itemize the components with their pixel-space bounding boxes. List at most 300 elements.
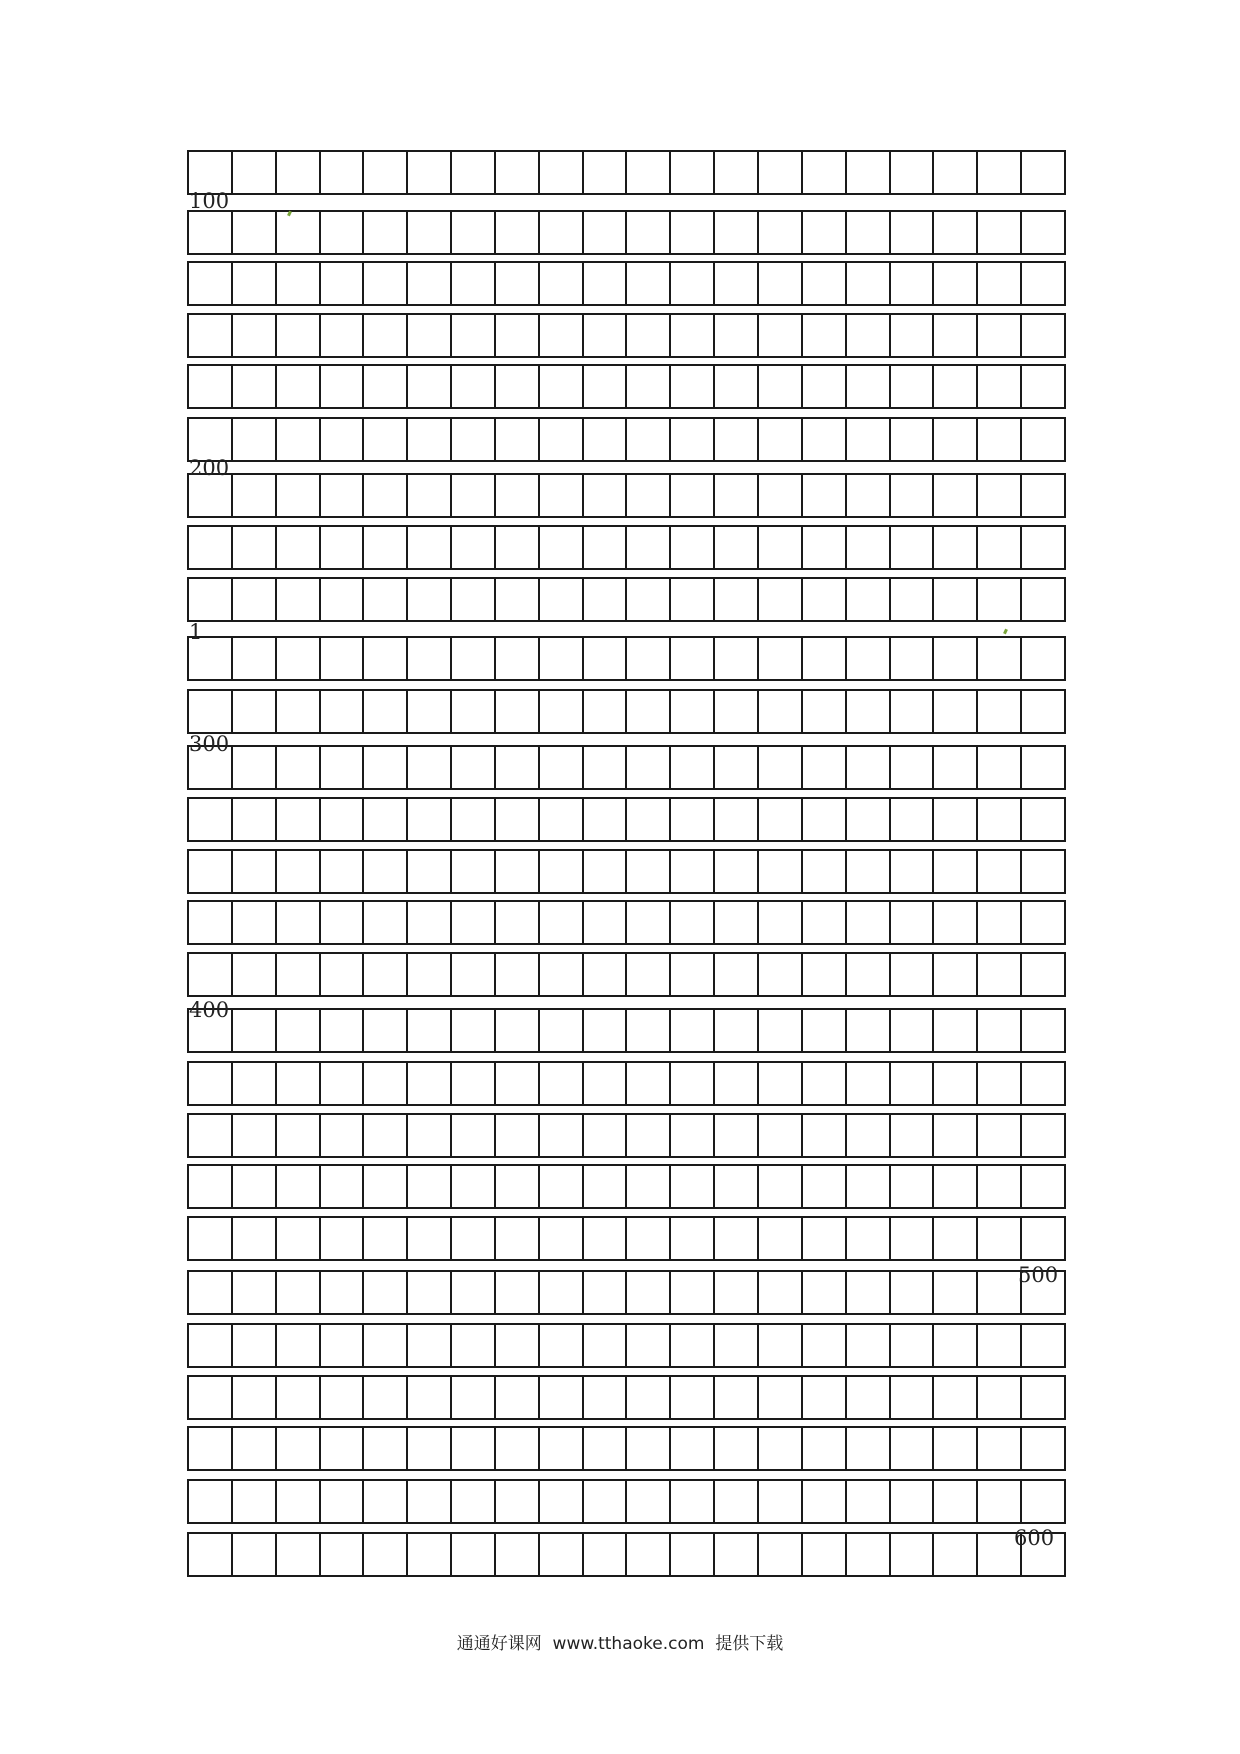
grid-cell (978, 851, 1022, 892)
grid-cell (364, 1325, 408, 1366)
grid-cell (671, 579, 715, 620)
grid-cell (408, 1166, 452, 1207)
grid-cell (321, 315, 365, 356)
grid-cell (627, 1325, 671, 1366)
grid-cell (321, 579, 365, 620)
grid-cell (408, 1063, 452, 1104)
grid-cell (978, 1218, 1022, 1259)
grid-cell (321, 1325, 365, 1366)
grid-cell (496, 799, 540, 840)
grid-cell (759, 1428, 803, 1469)
grid-cell (540, 579, 584, 620)
grid-cell (364, 366, 408, 407)
grid-cell (934, 315, 978, 356)
grid-cell (847, 419, 891, 460)
grid-cell (408, 954, 452, 995)
grid-cell (715, 1272, 759, 1313)
grid-cell (891, 263, 935, 304)
grid-cell (452, 1534, 496, 1575)
grid-cell (364, 1272, 408, 1313)
grid-cell (233, 799, 277, 840)
grid-cell (759, 1325, 803, 1366)
grid-cell (627, 315, 671, 356)
grid-cell (452, 747, 496, 788)
grid-cell (540, 1115, 584, 1156)
grid-cell (715, 263, 759, 304)
grid-cell (408, 638, 452, 679)
grid-row (187, 1532, 1066, 1577)
grid-cell (452, 902, 496, 943)
grid-cell (759, 902, 803, 943)
grid-cell (803, 315, 847, 356)
grid-cell (452, 1218, 496, 1259)
grid-cell (627, 1218, 671, 1259)
grid-cell (277, 527, 321, 568)
grid-cell (364, 419, 408, 460)
grid-cell (627, 1534, 671, 1575)
grid-cell (627, 1010, 671, 1051)
grid-cell (496, 1166, 540, 1207)
grid-cell (233, 263, 277, 304)
grid-row (187, 364, 1066, 409)
grid-cell (671, 1325, 715, 1366)
grid-cell (715, 366, 759, 407)
grid-cell (715, 851, 759, 892)
grid-cell (233, 1063, 277, 1104)
count-mark-300: 300 (189, 732, 230, 756)
grid-cell (277, 419, 321, 460)
grid-row (187, 577, 1066, 622)
grid-cell (496, 212, 540, 253)
grid-cell (891, 747, 935, 788)
grid-cell (715, 954, 759, 995)
grid-cell (759, 1010, 803, 1051)
grid-cell (803, 419, 847, 460)
grid-cell (891, 1166, 935, 1207)
grid-cell (408, 747, 452, 788)
grid-cell (934, 1481, 978, 1522)
grid-cell (891, 1010, 935, 1051)
grid-cell (364, 1010, 408, 1051)
grid-cell (1022, 1481, 1064, 1522)
grid-cell (627, 419, 671, 460)
grid-cell (408, 263, 452, 304)
grid-cell (803, 1377, 847, 1418)
grid-cell (627, 747, 671, 788)
grid-cell (759, 475, 803, 516)
grid-cell (321, 152, 365, 193)
grid-cell (803, 638, 847, 679)
grid-cell (452, 152, 496, 193)
grid-cell (277, 1115, 321, 1156)
grid-cell (540, 1377, 584, 1418)
grid-cell (803, 747, 847, 788)
grid-cell (540, 527, 584, 568)
grid-cell (233, 902, 277, 943)
grid-cell (934, 1428, 978, 1469)
grid-cell (540, 1063, 584, 1104)
grid-cell (715, 1428, 759, 1469)
grid-cell (1022, 638, 1064, 679)
grid-cell (627, 1481, 671, 1522)
grid-cell (847, 475, 891, 516)
grid-cell (364, 691, 408, 732)
grid-cell (803, 1218, 847, 1259)
grid-cell (277, 1218, 321, 1259)
grid-cell (715, 638, 759, 679)
grid-cell (452, 851, 496, 892)
count-mark-200: 200 (189, 456, 230, 480)
grid-cell (671, 1428, 715, 1469)
grid-cell (496, 366, 540, 407)
grid-cell (496, 1325, 540, 1366)
grid-cell (627, 1166, 671, 1207)
count-mark-100: 100 (189, 189, 230, 213)
grid-cell (189, 1534, 233, 1575)
grid-cell (321, 419, 365, 460)
grid-cell (803, 691, 847, 732)
grid-row (187, 1061, 1066, 1106)
grid-cell (233, 691, 277, 732)
grid-cell (715, 212, 759, 253)
grid-cell (496, 263, 540, 304)
grid-cell (671, 152, 715, 193)
grid-cell (759, 366, 803, 407)
grid-cell (452, 263, 496, 304)
grid-cell (671, 691, 715, 732)
grid-cell (715, 419, 759, 460)
grid-cell (189, 579, 233, 620)
grid-cell (715, 799, 759, 840)
grid-cell (627, 1272, 671, 1313)
grid-cell (321, 638, 365, 679)
grid-cell (759, 1377, 803, 1418)
grid-cell (847, 902, 891, 943)
grid-cell (496, 315, 540, 356)
grid-cell (803, 212, 847, 253)
grid-cell (321, 263, 365, 304)
grid-cell (1022, 799, 1064, 840)
grid-cell (321, 1377, 365, 1418)
grid-cell (496, 1272, 540, 1313)
grid-cell (891, 212, 935, 253)
grid-cell (584, 1218, 628, 1259)
grid-cell (189, 1218, 233, 1259)
grid-cell (627, 366, 671, 407)
grid-cell (1022, 1115, 1064, 1156)
grid-cell (803, 851, 847, 892)
grid-cell (584, 1010, 628, 1051)
grid-cell (321, 851, 365, 892)
grid-cell (233, 212, 277, 253)
grid-cell (627, 579, 671, 620)
grid-cell (189, 419, 233, 460)
grid-cell (364, 1481, 408, 1522)
grid-cell (978, 1428, 1022, 1469)
grid-cell (321, 1166, 365, 1207)
grid-cell (1022, 954, 1064, 995)
grid-cell (364, 475, 408, 516)
grid-cell (452, 315, 496, 356)
grid-cell (891, 1377, 935, 1418)
grid-cell (496, 1481, 540, 1522)
grid-cell (540, 954, 584, 995)
grid-cell (584, 747, 628, 788)
count-mark-500: 500 (1018, 1263, 1059, 1287)
grid-cell (759, 315, 803, 356)
grid-cell (496, 1010, 540, 1051)
grid-cell (934, 366, 978, 407)
grid-cell (978, 366, 1022, 407)
grid-cell (671, 1166, 715, 1207)
grid-cell (364, 152, 408, 193)
grid-cell (759, 1063, 803, 1104)
grid-cell (452, 799, 496, 840)
grid-cell (715, 1481, 759, 1522)
grid-cell (277, 315, 321, 356)
grid-row (187, 1479, 1066, 1524)
grid-cell (1022, 1325, 1064, 1366)
grid-cell (1022, 315, 1064, 356)
grid-cell (978, 1115, 1022, 1156)
grid-cell (847, 1166, 891, 1207)
grid-cell (189, 366, 233, 407)
grid-cell (452, 475, 496, 516)
grid-cell (891, 954, 935, 995)
grid-cell (934, 747, 978, 788)
grid-cell (452, 527, 496, 568)
grid-cell (452, 1325, 496, 1366)
grid-cell (978, 315, 1022, 356)
grid-cell (847, 152, 891, 193)
grid-row (187, 1426, 1066, 1471)
grid-cell (408, 851, 452, 892)
grid-cell (408, 1377, 452, 1418)
grid-cell (715, 1166, 759, 1207)
grid-cell (452, 1115, 496, 1156)
grid-cell (540, 1481, 584, 1522)
grid-cell (584, 579, 628, 620)
grid-cell (847, 954, 891, 995)
grid-row (187, 1216, 1066, 1261)
grid-cell (759, 851, 803, 892)
grid-cell (934, 638, 978, 679)
grid-cell (584, 263, 628, 304)
grid-cell (891, 1218, 935, 1259)
grid-cell (408, 1010, 452, 1051)
grid-cell (189, 1325, 233, 1366)
grid-cell (364, 527, 408, 568)
grid-cell (803, 1481, 847, 1522)
grid-cell (277, 1166, 321, 1207)
grid-cell (627, 902, 671, 943)
grid-cell (321, 212, 365, 253)
grid-cell (671, 1115, 715, 1156)
grid-cell (540, 747, 584, 788)
grid-cell (277, 1534, 321, 1575)
grid-cell (233, 1534, 277, 1575)
grid-cell (847, 579, 891, 620)
grid-cell (189, 1272, 233, 1313)
grid-row (187, 1164, 1066, 1209)
grid-cell (321, 1534, 365, 1575)
grid-cell (803, 579, 847, 620)
grid-cell (847, 691, 891, 732)
grid-cell (934, 1063, 978, 1104)
grid-cell (321, 799, 365, 840)
grid-cell (321, 366, 365, 407)
grid-cell (978, 263, 1022, 304)
grid-cell (496, 954, 540, 995)
grid-cell (584, 366, 628, 407)
grid-cell (233, 366, 277, 407)
grid-cell (715, 1063, 759, 1104)
grid-cell (847, 851, 891, 892)
grid-cell (715, 1377, 759, 1418)
grid-cell (715, 1534, 759, 1575)
grid-cell (759, 747, 803, 788)
grid-cell (759, 212, 803, 253)
grid-cell (978, 1377, 1022, 1418)
grid-cell (584, 1534, 628, 1575)
grid-cell (321, 1115, 365, 1156)
grid-cell (540, 315, 584, 356)
grid-cell (540, 366, 584, 407)
grid-cell (1022, 691, 1064, 732)
grid-cell (364, 1218, 408, 1259)
grid-cell (277, 579, 321, 620)
grid-cell (584, 851, 628, 892)
grid-cell (627, 475, 671, 516)
grid-cell (759, 579, 803, 620)
grid-cell (1022, 1063, 1064, 1104)
grid-cell (715, 747, 759, 788)
grid-cell (584, 1428, 628, 1469)
grid-cell (540, 638, 584, 679)
grid-cell (847, 1325, 891, 1366)
grid-cell (321, 691, 365, 732)
grid-cell (671, 1272, 715, 1313)
grid-cell (364, 1115, 408, 1156)
grid-cell (321, 1428, 365, 1469)
grid-cell (847, 1272, 891, 1313)
grid-cell (934, 1115, 978, 1156)
grid-cell (847, 747, 891, 788)
grid-cell (277, 1428, 321, 1469)
grid-cell (803, 902, 847, 943)
grid-cell (233, 1428, 277, 1469)
grid-row (187, 525, 1066, 570)
grid-cell (189, 527, 233, 568)
grid-cell (934, 1325, 978, 1366)
grid-cell (233, 527, 277, 568)
grid-cell (452, 691, 496, 732)
grid-cell (496, 152, 540, 193)
grid-cell (452, 579, 496, 620)
grid-cell (452, 212, 496, 253)
grid-cell (934, 1272, 978, 1313)
grid-cell (978, 475, 1022, 516)
grid-cell (189, 315, 233, 356)
grid-cell (759, 954, 803, 995)
grid-cell (364, 315, 408, 356)
grid-cell (934, 263, 978, 304)
grid-row (187, 1008, 1066, 1053)
grid-cell (715, 902, 759, 943)
grid-cell (759, 691, 803, 732)
grid-cell (671, 851, 715, 892)
grid-cell (803, 1272, 847, 1313)
grid-cell (584, 212, 628, 253)
grid-cell (803, 1534, 847, 1575)
grid-row (187, 313, 1066, 358)
grid-cell (978, 1063, 1022, 1104)
grid-cell (277, 747, 321, 788)
grid-row (187, 1323, 1066, 1368)
grid-cell (277, 1481, 321, 1522)
grid-cell (540, 152, 584, 193)
grid-cell (364, 902, 408, 943)
grid-cell (891, 691, 935, 732)
grid-cell (408, 366, 452, 407)
grid-cell (803, 527, 847, 568)
grid-cell (715, 315, 759, 356)
grid-cell (364, 1377, 408, 1418)
grid-cell (934, 579, 978, 620)
grid-cell (1022, 263, 1064, 304)
grid-cell (189, 799, 233, 840)
grid-cell (277, 691, 321, 732)
grid-cell (759, 527, 803, 568)
grid-cell (408, 152, 452, 193)
grid-cell (233, 954, 277, 995)
grid-cell (759, 1166, 803, 1207)
grid-cell (496, 902, 540, 943)
grid-cell (671, 366, 715, 407)
grid-cell (540, 1010, 584, 1051)
grid-cell (891, 527, 935, 568)
grid-cell (671, 1377, 715, 1418)
grid-cell (671, 212, 715, 253)
grid-cell (233, 419, 277, 460)
grid-cell (277, 212, 321, 253)
grid-cell (891, 638, 935, 679)
grid-cell (1022, 851, 1064, 892)
grid-cell (934, 691, 978, 732)
grid-cell (891, 1534, 935, 1575)
grid-cell (627, 954, 671, 995)
grid-cell (1022, 1218, 1064, 1259)
grid-cell (759, 638, 803, 679)
grid-cell (759, 419, 803, 460)
grid-cell (978, 1166, 1022, 1207)
grid-cell (934, 527, 978, 568)
grid-cell (277, 851, 321, 892)
grid-cell (540, 212, 584, 253)
grid-cell (496, 579, 540, 620)
grid-cell (233, 1325, 277, 1366)
grid-cell (671, 419, 715, 460)
grid-cell (496, 1534, 540, 1575)
grid-cell (627, 1428, 671, 1469)
grid-cell (321, 747, 365, 788)
grid-cell (189, 638, 233, 679)
grid-cell (715, 475, 759, 516)
grid-cell (408, 1325, 452, 1366)
grid-cell (233, 475, 277, 516)
grid-cell (978, 902, 1022, 943)
grid-cell (189, 475, 233, 516)
